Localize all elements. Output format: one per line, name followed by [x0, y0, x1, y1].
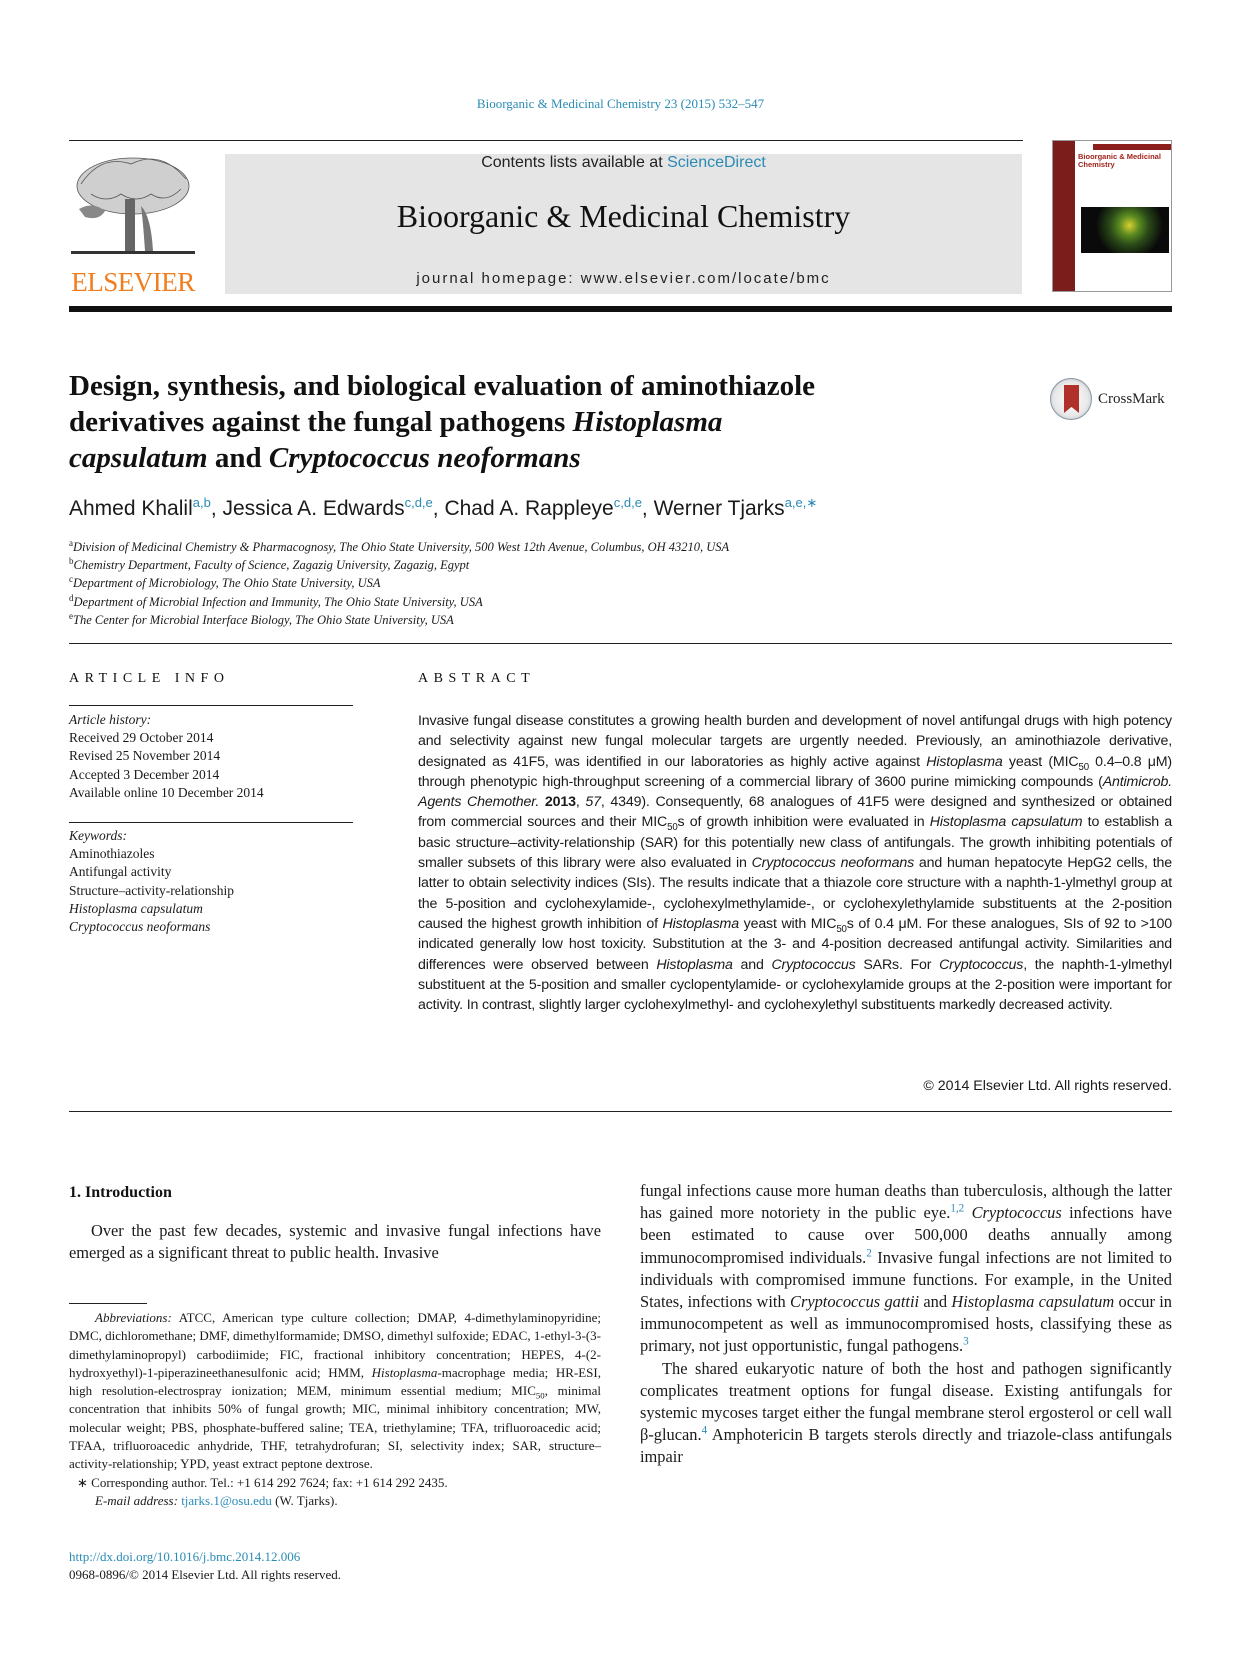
intro-left-column: Over the past few decades, systemic and invasive fungal infections have emerged as a significant threat to public health. Invasive [69, 1221, 601, 1263]
body-text: Amphotericin B targets sterols directly and triazole-class antifungals impair [640, 1425, 1172, 1467]
crossmark-button[interactable] [1050, 378, 1180, 422]
doi-block [69, 1548, 341, 1584]
info-rule [69, 705, 353, 706]
affiliation-item [69, 611, 729, 629]
crossmark-icon [1050, 378, 1092, 420]
affiliation-key: c [69, 574, 73, 585]
abstract-text: , the naphth-1-ylmethyl substituent at the 5-position and smaller cyclopentylamide- or cyclohexylamide groups at the 2-position were important for activity. In contrast, slightly larger cyclohexylmethyl- and cyclohexylethyl substituents markedly decreased activity. [418, 956, 1172, 1014]
abbreviations-footnote [69, 1309, 601, 1474]
abstract-text: s of growth inhibition were evaluated in [677, 814, 930, 831]
title-line-1: Design, synthesis, and biological evaluation of aminothiazole [69, 370, 816, 402]
cover-molecule-image [1081, 207, 1169, 253]
journal-banner [225, 154, 1022, 294]
abstract-text: Invasive fungal disease constitutes a growing health burden and development of novel antifungal drugs with high potency and selectivity against new fungal molecular targets are urgently needed. Previously, an aminothiazole derivative, designated as 41F5, was identified in our laboratories as highly active against [418, 713, 1172, 770]
abstract-copyright: © 2014 Elsevier Ltd. All rights reserved. [923, 1078, 1172, 1094]
intro-paragraph [640, 1358, 1172, 1469]
species: Cryptococcus [971, 1203, 1062, 1223]
species: Histoplasma [371, 1364, 438, 1380]
author-name[interactable]: Werner Tjarks [653, 497, 785, 520]
author-name[interactable]: Jessica A. Edwards [222, 497, 405, 520]
abstract-text: to establish a basic structure–activity-relationship (SAR) for this potentially new class of antifungals. The growth inhibiting potentials of smaller subsets of this library were also evaluated in [418, 814, 1172, 872]
keyword-item: Cryptococcus neoformans [69, 919, 211, 935]
article-info-heading: ARTICLE INFO [69, 671, 230, 686]
affiliation-key: e [69, 610, 73, 621]
abstract-rule [69, 1111, 1172, 1112]
abstract-text: s of 0.4 μM. For these analogues, SIs of 92 to >100 indicated generally low host toxicity. Substitution at the 3- and 4-position decreased antifungal activity. Similarities and differences were observed between [418, 915, 1172, 973]
title-line-3 [69, 440, 969, 476]
abstract-body: Invasive fungal disease constitutes a growing health burden and development of novel antifungal drugs with high potency and selectivity against new fungal molecular targets are urgently needed. Previously, an aminothiazole derivative, designated as 41F5, was identified in our laboratories as highly active against Histoplasma yeast ($MIC_{50}$ 0.4–0.8 μM) through phenotypic high-throughput screening of a commercial library of 3600 purine mimicking compounds (Antimicrob. Agents Chemother. 2013, 57, 4349). Consequently, 68 analogues of 41F5 were designed and synthesized or obtained from commercial sources and their $MIC_{50}s$ of growth inhibition were evaluated in Histoplasma capsulatum to establish a basic structure–activity-relationship (SAR) for this potentially new class of antifungals. The growth inhibiting potentials of smaller subsets of this library were also evaluated in Cryptococcus neoformans and human hepatocyte HepG2 cells, the latter to obtain selectivity indices (SIs). The results indicate that a thiazole core structure with a naphth-1-ylmethyl group at the 5-position and cyclohexylamide-, cyclohexylmethylamide-, or cyclohexylethylamide substituents at the 2-position caused the highest growth inhibition of Histoplasma yeast with $MIC_{50}s$ of 0.4 μM. For these analogues, SIs of 92 to >100 indicated generally low host toxicity. Substitution at the 3- and 4-position decreased antifungal activity. Similarities and differences were observed between Histoplasma and Cryptococcus SARs. For Cryptococcus, the naphth-1-ylmethyl substituent at the 5-position and smaller cyclopentylamide- or cyclohexylamide groups at the 2-position were important for activity. In contrast, slightly larger cyclohexylmethyl- and cyclohexylethyl substituents markedly decreased activity. [418, 713, 1173, 1014]
abstract-text: and [732, 956, 772, 973]
introduction-heading: 1. Introduction [69, 1184, 172, 1201]
keyword-item: Structure–activity-relationship [69, 882, 234, 898]
email-link[interactable]: tjarks.1@osu.edu [181, 1492, 272, 1508]
abstract-species: Histoplasma [656, 956, 733, 973]
abstract-species: Histoplasma [662, 915, 739, 932]
affiliation-text: Department of Microbial Infection and Immunity, The Ohio State University, USA [73, 594, 483, 609]
abstract-text: SARs. For [855, 956, 940, 973]
abstract-heading: ABSTRACT [418, 671, 536, 686]
body-text: and [919, 1292, 952, 1312]
header-thick-rule [69, 306, 1172, 312]
corresponding-author-note: ∗ Corresponding author. Tel.: +1 614 292 7624; fax: +1 614 292 2435. [77, 1474, 448, 1490]
keyword-item: Aminothiazoles [69, 846, 155, 862]
affiliation-list [69, 538, 729, 629]
contents-prefix: Contents lists available at [481, 154, 668, 171]
elsevier-wordmark: ELSEVIER [71, 267, 195, 297]
history-received: Received 29 October 2014 [69, 730, 214, 746]
sciencedirect-link[interactable]: ScienceDirect [667, 154, 766, 171]
affiliation-text: Department of Microbiology, The Ohio State University, USA [73, 576, 381, 591]
title-species: Cryptococcus neoformans [268, 442, 581, 474]
abstract-species: Histoplasma [926, 753, 1003, 770]
history-label: Article history: [69, 712, 152, 727]
footnotes [69, 1309, 601, 1510]
subscript: 50 [667, 822, 678, 834]
author-separator: , [641, 497, 654, 520]
email-owner: (W. Tjarks). [271, 1492, 338, 1508]
abstract-journal-ref: Antimicrob. Agents Chemother. [418, 773, 1172, 811]
doi-link[interactable]: http://dx.doi.org/10.1016/j.bmc.2014.12.006 [69, 1549, 301, 1564]
affiliation-item [69, 574, 729, 592]
author-list [69, 497, 817, 521]
history-accepted: Accepted 3 December 2014 [69, 766, 220, 782]
author-affiliation-ref[interactable]: a,e,∗ [784, 495, 818, 510]
title-species: capsulatum [69, 442, 208, 474]
cover-spine [1053, 141, 1075, 291]
footnote-text: ATCC, American type culture collection; DMAP, 4-dimethylaminopyridine; DMC, dichloromethane; DMF, dimethylformamide; DMSO, dimethyl sulfoxide; EDAC, 1-ethyl-3-(3-dimethylaminopropyl) carbodiimide; FIC, fractional inhibitory concentration; HEPES, 4-(2-hydroxyethyl)-1-piperazineethanesulfonic acid; HMM, [69, 1310, 601, 1380]
abstract-species: Cryptococcus neoformans [751, 855, 915, 872]
keywords [69, 827, 234, 936]
species: Histoplasma capsulatum [951, 1292, 1115, 1312]
author-separator: , [210, 497, 223, 520]
affiliation-item [69, 556, 729, 574]
affiliation-item [69, 538, 729, 556]
species: Cryptococcus gattii [790, 1292, 920, 1312]
article-title [69, 368, 969, 476]
author-affiliation-ref[interactable]: c,d,e [404, 495, 433, 510]
body-text: occur in immunocompetent as well as immunocompromised hosts, classifying these as primary, not just opportunistic, fungal pathogens. [640, 1292, 1172, 1356]
elsevier-logo[interactable] [69, 152, 197, 296]
affiliation-rule [69, 643, 1172, 644]
body-text: fungal infections cause more human deaths than tuberculosis, although the latter has gained more notoriety in the public eye. [640, 1181, 1172, 1223]
journal-homepage-link[interactable]: journal homepage: www.elsevier.com/locate/bmc [416, 270, 831, 287]
abstract-species: Cryptococcus [771, 956, 856, 973]
affiliation-key: d [69, 592, 74, 603]
abstract-text: yeast (MIC [1002, 753, 1079, 770]
abstract-species: Histoplasma capsulatum [929, 814, 1083, 831]
abstract-species: Cryptococcus [939, 956, 1024, 973]
keyword-item: Histoplasma capsulatum [69, 900, 203, 916]
citation-ref[interactable]: 4 [701, 1424, 708, 1437]
affiliation-key: b [69, 556, 74, 567]
citation-ref[interactable]: 1,2 [950, 1202, 965, 1215]
abstract-text: yeast with MIC [738, 915, 837, 932]
affiliation-text: Chemistry Department, Faculty of Science, Zagazig University, Zagazig, Egypt [73, 558, 470, 573]
author-separator: , [432, 497, 445, 520]
elsevier-tree-icon [71, 154, 195, 264]
subscript: 50 [1078, 761, 1089, 773]
author-affiliation-ref[interactable]: a,b [192, 495, 211, 510]
affiliation-item [69, 593, 729, 611]
title-line-2 [69, 404, 969, 440]
footnote-text: -macrophage media; HR-ESI, high resolution-electrospray ionization; MEM, minimum essential medium; MIC [69, 1364, 601, 1399]
contents-line [225, 154, 1022, 172]
issn-copyright: 0968-0896/© 2014 Elsevier Ltd. All rights reserved. [69, 1567, 341, 1582]
journal-citation[interactable]: Bioorganic & Medicinal Chemistry 23 (2015) 532–547 [476, 96, 765, 111]
title-text: and [207, 442, 269, 474]
intro-paragraph [640, 1180, 1172, 1358]
affiliation-text: Division of Medicinal Chemistry & Pharmacognosy, The Ohio State University, 500 West 12th Avenue, Columbus, OH 43210, USA [73, 540, 730, 554]
title-text: derivatives against the fungal pathogens [69, 406, 573, 438]
author-name[interactable]: Chad A. Rappleye [444, 497, 614, 520]
article-history [69, 711, 264, 802]
abstract-text: 0.4–0.8 μM) through phenotypic high-throughput screening of a commercial library of 3600 purine mimicking compounds ( [418, 753, 1173, 790]
history-online: Available online 10 December 2014 [69, 784, 264, 800]
journal-title: Bioorganic & Medicinal Chemistry [396, 198, 851, 234]
crossmark-label: CrossMark [1098, 391, 1165, 407]
header-rule [69, 140, 1023, 141]
abbreviations-label: Abbreviations: [95, 1310, 172, 1325]
body-text: Invasive fungal infections are not limited to individuals with compromised immune functions. For example, in the United States, infections with [640, 1247, 1172, 1312]
author-name[interactable]: Ahmed Khalil [69, 497, 193, 520]
body-text: The shared eukaryotic nature of both the host and pathogen significantly complicates treatment options for fungal disease. Existing antifungals for systemic mycoses target either the fungal membrane sterol ergosterol or cell wall β-glucan. [640, 1358, 1172, 1445]
cover-topbar [1093, 144, 1171, 150]
author-affiliation-ref[interactable]: c,d,e [613, 495, 642, 510]
cover-title: Bioorganic & Medicinal Chemistry [1078, 152, 1161, 170]
email-line [69, 1492, 601, 1510]
abstract-text: , 4349). Consequently, 68 analogues of 41F5 were designed and synthesized or obtained from commercial sources and their MIC [418, 794, 1172, 831]
abstract-text: and human hepatocyte HepG2 cells, the latter to obtain selectivity indices (SIs). The results indicate that a thiazole core structure with a naphth-1-ylmethyl group at the 5-position and cyclohexylamide-, cyclohexylmethylamide-, or cyclohexylethylamide substituents at the 2-position caused the highest growth inhibition of [418, 855, 1173, 932]
footnote-rule [69, 1303, 147, 1304]
title-species: Histoplasma [572, 406, 723, 438]
abstract-ref-volume: 57 [585, 794, 601, 811]
subscript: 50 [535, 1390, 545, 1401]
citation-ref[interactable]: 2 [866, 1247, 872, 1260]
history-revised: Revised 25 November 2014 [69, 748, 221, 764]
body-text: infections have been estimated to cause over 500,000 deaths annually among immunocompromised individuals. [640, 1203, 1172, 1267]
abstract-ref-year: 2013 [544, 794, 576, 811]
citation-ref[interactable]: 3 [963, 1335, 969, 1348]
journal-cover-thumbnail[interactable] [1052, 140, 1172, 292]
affiliation-text: The Center for Microbial Interface Biology, The Ohio State University, USA [73, 612, 454, 627]
email-label: E-mail address: [95, 1492, 182, 1508]
keyword-item: Antifungal activity [69, 864, 172, 880]
subscript: 50 [836, 923, 847, 935]
affiliation-key: a [69, 537, 73, 548]
info-rule [69, 822, 353, 823]
footnote-text: , minimal concentration that inhibits 50% of fungal growth; MIC, minimal inhibitory concentration; MW, molecular weight; PBS, phosphate-buffered saline; TEA, triethylamine; TFA, trifluoroacedic acid; TFAA, trifluoroacedic anhydride, THF, tetrahydrofuran; SI, selectivity index; SAR, structure–activity-relationship; YPD, yeast extract peptone dextrose. [69, 1383, 601, 1472]
keywords-label: Keywords: [69, 828, 127, 843]
intro-right-column [640, 1180, 1172, 1469]
